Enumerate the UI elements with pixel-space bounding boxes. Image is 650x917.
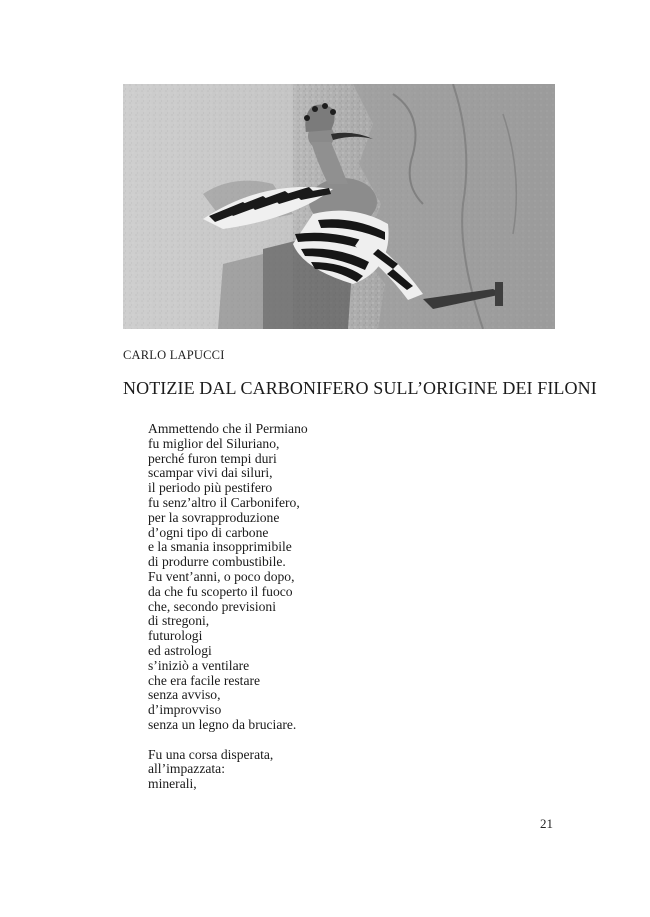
poem-line: Ammettendo che il Permiano <box>148 421 308 436</box>
poem-line: fu miglior del Siluriano, <box>148 435 280 451</box>
author-name: CARLO LAPUCCI <box>123 348 225 362</box>
poem-line: Fu vent’anni, o poco dopo, <box>148 568 295 584</box>
hoopoe-photo <box>123 84 555 329</box>
hoopoe-photo-icon <box>123 84 555 329</box>
poem-title: NOTIZIE DAL CARBONIFERO SULL’ORIGINE DEI FILONI <box>123 378 597 398</box>
poem-line: d’improvviso <box>148 702 222 718</box>
poem-line: perché furon tempi duri <box>148 450 277 466</box>
poem-line: che era facile restare <box>148 672 261 688</box>
poem-line: Fu una corsa disperata, <box>148 746 274 762</box>
poem-line: e la smania insopprimibile <box>148 539 292 555</box>
poem-line: che, secondo previsioni <box>148 598 276 614</box>
poem-line: senza un legno da bruciare. <box>148 716 297 732</box>
poem-line: fu senz’altro il Carbonifero, <box>148 494 300 510</box>
poem-line: d’ogni tipo di carbone <box>148 524 269 540</box>
poem-line: futurologi <box>148 628 203 644</box>
poem-body <box>148 422 308 792</box>
poem-line: senza avviso, <box>148 687 221 703</box>
poem-line: di stregoni, <box>148 613 210 629</box>
stanza-break <box>148 733 308 748</box>
poem-line: da che fu scoperto il fuoco <box>148 583 293 599</box>
poem-line: scampar vivi dai siluri, <box>148 465 273 481</box>
poem-line: all’impazzata: <box>148 761 225 777</box>
poem-line: di produrre combustibile. <box>148 554 286 570</box>
poem-line: ed astrologi <box>148 642 212 658</box>
poem-line: s’iniziò a ventilare <box>148 657 250 673</box>
page-number: 21 <box>540 816 553 831</box>
poem-line: il periodo più pestifero <box>148 480 273 496</box>
poem-line: per la sovrapproduzione <box>148 509 280 525</box>
poem-line: minerali, <box>148 776 197 792</box>
